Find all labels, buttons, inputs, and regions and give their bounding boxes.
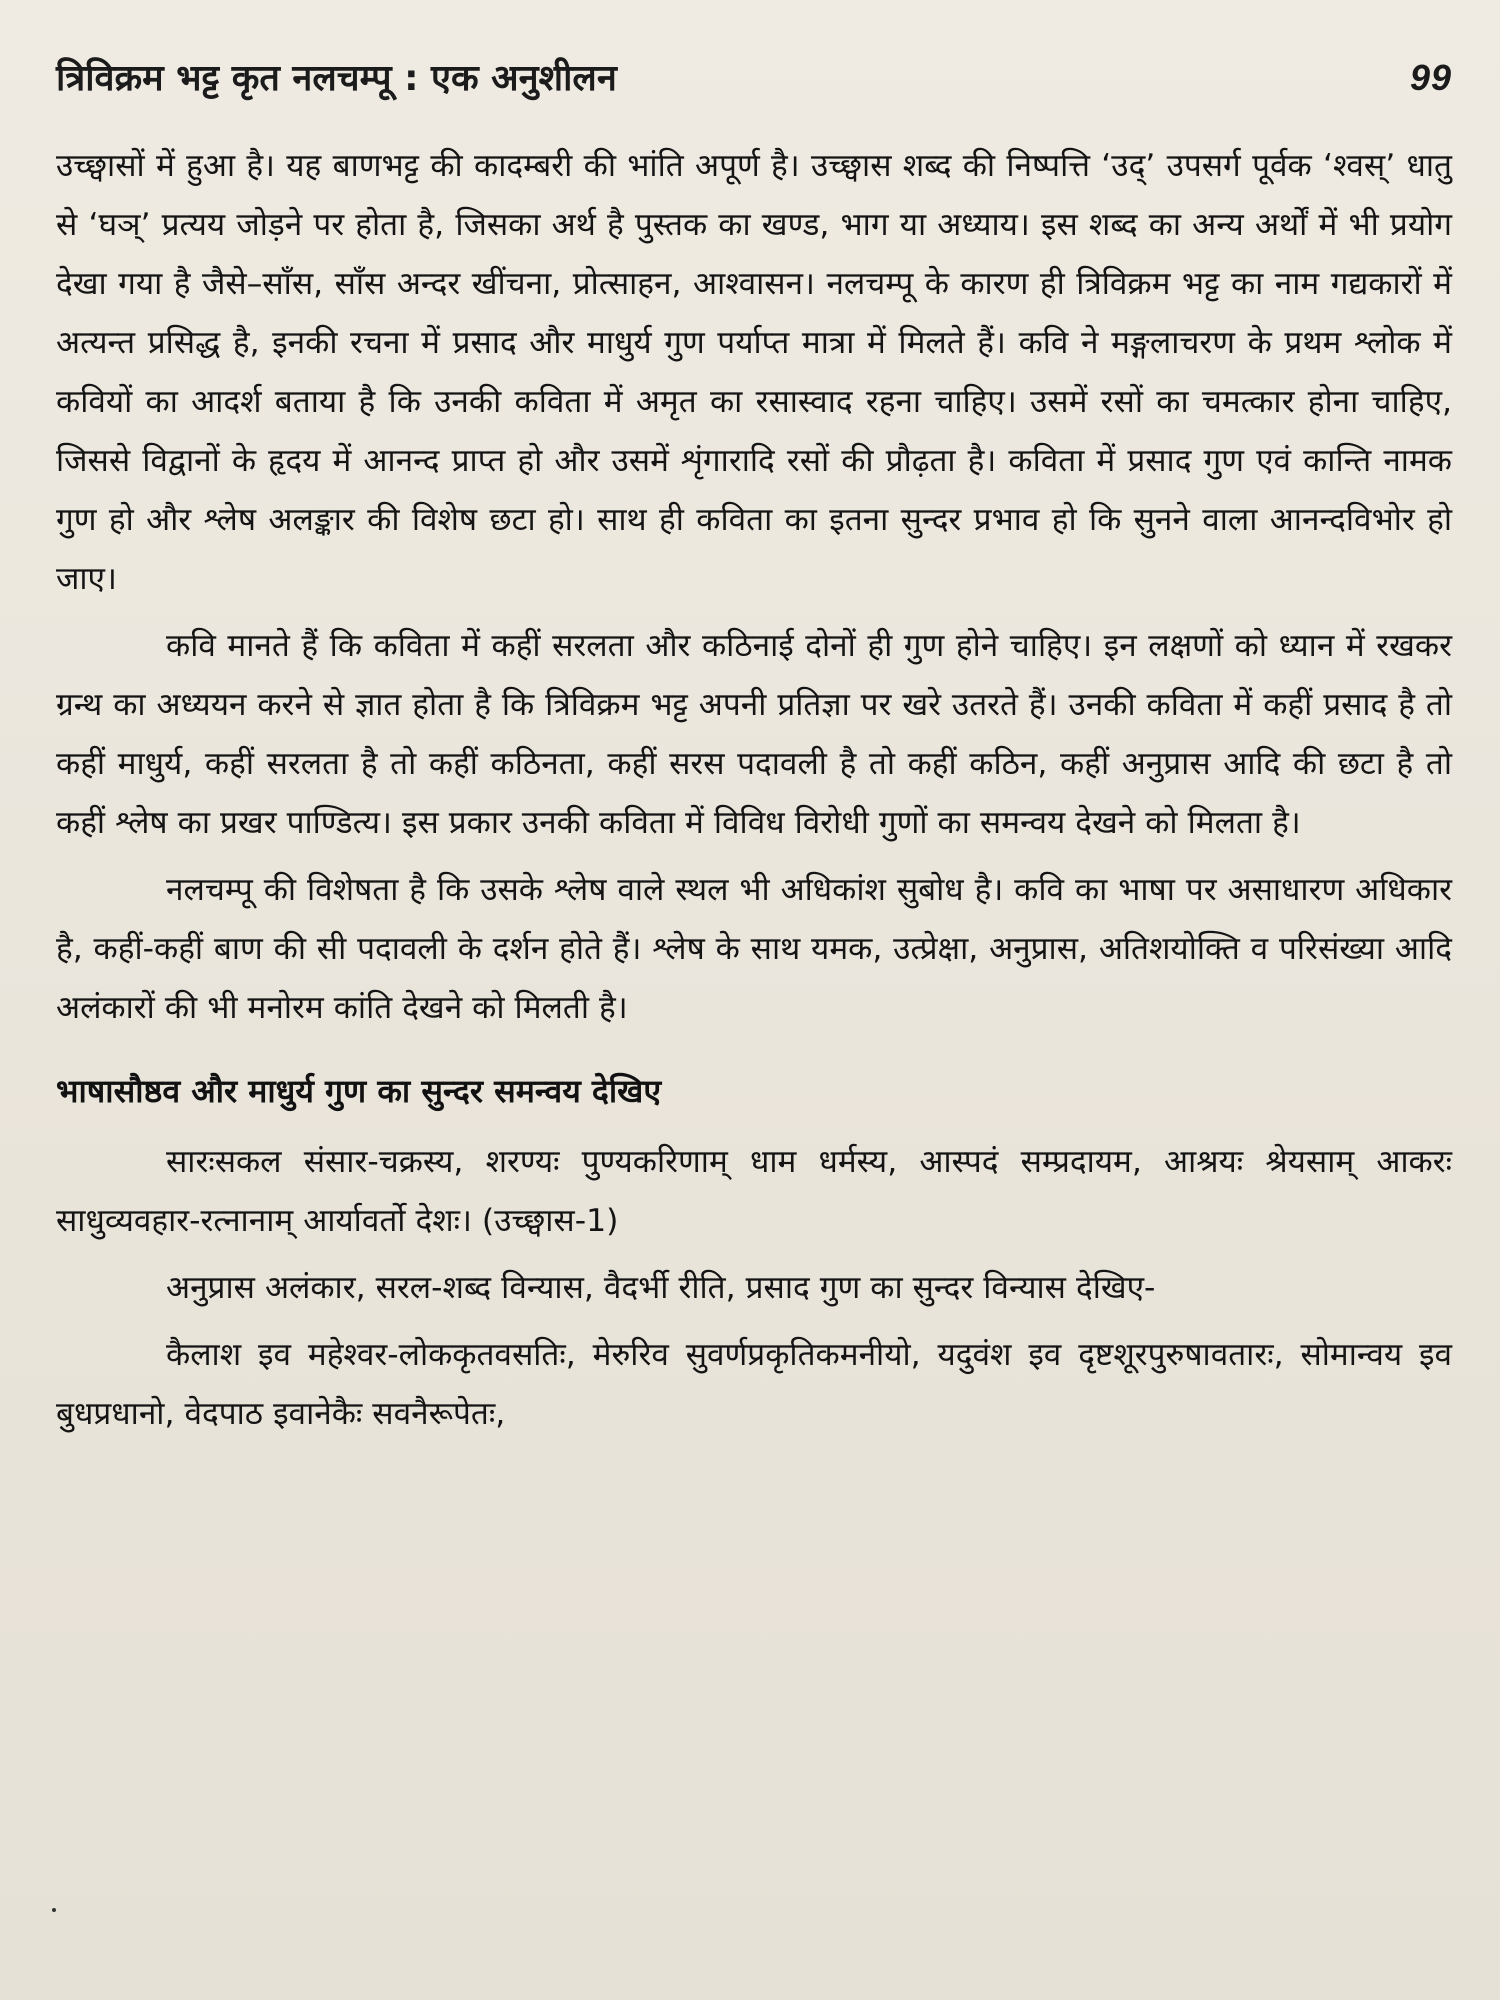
paragraph-4: अनुप्रास अलंकार, सरल-शब्द विन्यास, वैदर्भी रीति, प्रसाद गुण का सुन्दर विन्यास देखिए- (166, 1270, 1156, 1306)
paragraph-1: उच्छ्वासों में हुआ है। यह बाणभट्ट की कादम्बरी की भांति अपूर्ण है। उच्छ्वास शब्द की निष्पत्ति ‘उद्’ उपसर्ग पूर्वक ‘श्वस्’ धातु से ‘घञ्’ प्रत्यय जोड़ने पर होता है, जिसका अर्थ है पुस्तक का खण्ड, भाग या अध्याय। इस शब्द का अन्य अर्थों में भी प्रयोग देखा गया है जैसे–साँस, साँस अन्दर खींचना, प्रोत्साहन, आश्वासन। नलचम्पू के कारण ही त्रिविक्रम भट्ट का नाम गद्यकारों में अत्यन्त प्रसिद्ध है, इनकी रचना में प्रसाद और माधुर्य गुण पर्याप्त मात्रा में मिलते हैं। कवि ने मङ्गलाचरण के प्रथम श्लोक में कवियों का आदर्श बताया है कि उनकी कविता में अमृत का रसास्वाद रहना चाहिए। उसमें रसों का चमत्कार होना चाहिए, जिससे विद्वानों के हृदय में आनन्द प्राप्त हो और उसमें शृंगारादि रसों की प्रौढ़ता है। कविता में प्रसाद गुण एवं कान्ति नामक गुण हो और श्लेष अलङ्कार की विशेष छटा हो। साथ ही कविता का इतना सुन्दर प्रभाव हो कि सुनने वाला आनन्दविभोर हो जाए। (56, 148, 1452, 597)
section-heading: भाषासौष्ठव और माधुर्य गुण का सुन्दर समन्वय देखिए (56, 1072, 662, 1110)
body-text (56, 137, 1452, 1444)
running-header (56, 52, 1452, 101)
stray-mark (52, 1908, 56, 1912)
paragraph-2: कवि मानते हैं कि कविता में कहीं सरलता और कठिनाई दोनों ही गुण होने चाहिए। इन लक्षणों को ध्यान में रखकर ग्रन्थ का अध्ययन करने से ज्ञात होता है कि त्रिविक्रम भट्ट अपनी प्रतिज्ञा पर खरे उतरते हैं। उनकी कविता में कहीं प्रसाद है तो कहीं माधुर्य, कहीं सरलता है तो कहीं कठिनता, कहीं सरस पदावली है तो कहीं कठिन, कहीं अनुप्रास आदि की छटा है तो कहीं श्लेष का प्रखर पाण्डित्य। इस प्रकार उनकी कविता में विविध विरोधी गुणों का समन्वय देखने को मिलता है। (56, 628, 1452, 841)
quote-sanskrit-1: सारःसकल संसार-चक्रस्य, शरण्यः पुण्यकरिणाम् धाम धर्मस्य, आस्पदं सम्प्रदायम, आश्रयः श्रेयसाम् आकरः साधुव्यवहार-रत्नानाम् आर्यावर्तो देशः। (उच्छ्वास-1) (56, 1144, 1452, 1239)
page-number: 99 (1409, 57, 1452, 98)
paragraph-3: नलचम्पू की विशेषता है कि उसके श्लेष वाले स्थल भी अधिकांश सुबोध है। कवि का भाषा पर असाधारण अधिकार है, कहीं-कहीं बाण की सी पदावली के दर्शन होते हैं। श्लेष के साथ यमक, उत्प्रेक्षा, अनुप्रास, अतिशयोक्ति व परिसंख्या आदि अलंकारों की भी मनोरम कांति देखने को मिलती है। (56, 872, 1452, 1026)
header-title: त्रिविक्रम भट्ट कृत नलचम्पू : एक अनुशीलन (56, 58, 617, 99)
quote-sanskrit-2: कैलाश इव महेश्वर-लोककृतवसतिः, मेरुरिव सुवर्णप्रकृतिकमनीयो, यदुवंश इव दृष्टशूरपुरुषावतारः, सोमान्वय इव बुधप्रधानो, वेदपाठ इवानेकैः सवनैरूपेतः, (56, 1337, 1452, 1432)
